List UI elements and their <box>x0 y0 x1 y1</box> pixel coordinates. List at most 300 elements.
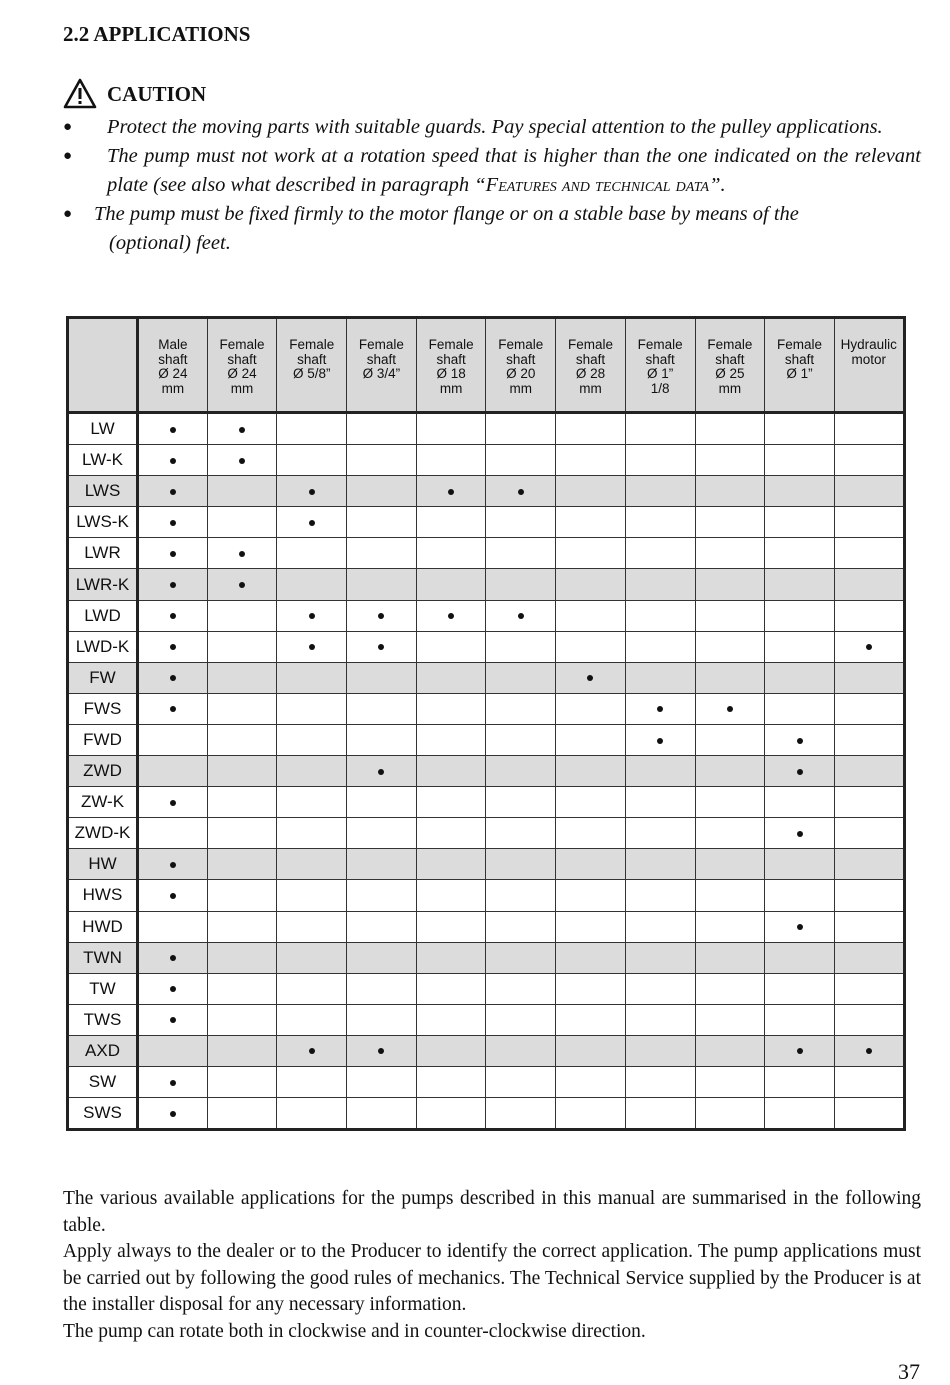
table-cell <box>834 1098 904 1130</box>
table-cell <box>625 476 695 507</box>
table-cell <box>416 942 486 973</box>
table-cell <box>625 911 695 942</box>
table-cell <box>556 1066 626 1097</box>
table-cell <box>416 600 486 631</box>
bullet-mark-icon <box>866 644 872 650</box>
table-cell <box>765 662 835 693</box>
table-cell <box>277 569 347 600</box>
table-cell <box>347 942 417 973</box>
bullet-mark-icon <box>797 1048 803 1054</box>
bullet-mark-icon <box>727 706 733 712</box>
table-cell <box>486 1035 556 1066</box>
table-cell <box>138 507 208 538</box>
bullet-mark-icon <box>378 769 384 775</box>
table-cell <box>625 1066 695 1097</box>
table-cell <box>207 1098 277 1130</box>
table-cell <box>277 476 347 507</box>
table-cell <box>625 569 695 600</box>
column-header-line: mm <box>439 380 463 396</box>
caution-heading <box>63 78 206 110</box>
column-header-line: shaft <box>227 351 257 367</box>
table-row <box>68 569 905 600</box>
summary-text <box>63 1186 921 1346</box>
table-cell <box>695 631 765 662</box>
table-cell <box>207 1035 277 1066</box>
table-cell <box>138 538 208 569</box>
table-cell <box>486 538 556 569</box>
table-cell <box>486 756 556 787</box>
caution-list <box>63 113 921 258</box>
paragraph-reference: Features and technical data <box>485 174 710 196</box>
column-header-line: shaft <box>158 351 188 367</box>
table-row <box>68 631 905 662</box>
table-cell <box>695 1035 765 1066</box>
table-cell <box>207 662 277 693</box>
bullet-mark-icon <box>170 520 176 526</box>
bullet-mark-icon <box>239 458 245 464</box>
table-cell <box>695 538 765 569</box>
table-cell <box>486 600 556 631</box>
table-cell <box>207 507 277 538</box>
table-cell <box>556 911 626 942</box>
table-cell <box>765 787 835 818</box>
table-cell <box>416 1004 486 1035</box>
bullet-mark-icon <box>170 1080 176 1086</box>
table-cell <box>138 911 208 942</box>
bullet-mark-icon <box>170 1017 176 1023</box>
table-cell <box>695 476 765 507</box>
table-cell <box>347 569 417 600</box>
table-cell <box>486 476 556 507</box>
table-cell <box>416 880 486 911</box>
table-cell <box>138 600 208 631</box>
table-cell <box>834 569 904 600</box>
table-cell <box>765 538 835 569</box>
table-cell <box>277 413 347 445</box>
table-cell <box>277 818 347 849</box>
table-cell <box>625 1098 695 1130</box>
table-cell <box>834 724 904 755</box>
table-cell <box>765 476 835 507</box>
bullet-mark-icon <box>587 675 593 681</box>
table-cell <box>556 818 626 849</box>
bullet-mark-icon <box>309 520 315 526</box>
table-cell <box>277 445 347 476</box>
caution-item <box>63 142 921 200</box>
bullet-mark-icon <box>797 738 803 744</box>
section-title: 2.2 APPLICATIONS <box>63 22 251 46</box>
table-cell <box>625 880 695 911</box>
table-row <box>68 1066 905 1097</box>
model-cell: ZWD-K <box>68 818 138 849</box>
table-cell <box>416 1098 486 1130</box>
table-cell <box>695 849 765 880</box>
applications-table <box>66 316 906 1131</box>
column-header <box>695 318 765 413</box>
table-cell <box>347 662 417 693</box>
column-header <box>486 318 556 413</box>
bullet-mark-icon <box>170 489 176 495</box>
table-cell <box>138 724 208 755</box>
table-cell <box>695 880 765 911</box>
table-cell <box>556 538 626 569</box>
table-cell <box>834 1066 904 1097</box>
table-cell <box>138 1004 208 1035</box>
column-header <box>138 318 208 413</box>
table-cell <box>625 818 695 849</box>
table-cell <box>347 973 417 1004</box>
table-cell <box>138 1035 208 1066</box>
table-cell <box>347 1098 417 1130</box>
bullet-mark-icon <box>170 955 176 961</box>
column-header-line: mm <box>579 380 602 396</box>
table-row <box>68 445 905 476</box>
table-cell <box>695 973 765 1004</box>
bullet-mark-icon <box>309 613 315 619</box>
table-cell <box>556 569 626 600</box>
bullet-mark-icon <box>170 551 176 557</box>
table-cell <box>347 631 417 662</box>
table-cell <box>695 693 765 724</box>
table-cell <box>556 1098 626 1130</box>
table-cell <box>695 724 765 755</box>
model-cell: LWR <box>68 538 138 569</box>
table-cell <box>486 1098 556 1130</box>
table-cell <box>207 849 277 880</box>
table-cell <box>207 911 277 942</box>
table-cell <box>416 1035 486 1066</box>
column-header <box>207 318 277 413</box>
table-row <box>68 724 905 755</box>
table-row <box>68 973 905 1004</box>
table-cell <box>486 631 556 662</box>
table-cell <box>486 818 556 849</box>
table-cell <box>556 849 626 880</box>
bullet-icon: ● <box>63 148 73 164</box>
table-cell <box>486 724 556 755</box>
column-header-line: mm <box>161 380 185 396</box>
table-cell <box>486 507 556 538</box>
table-cell <box>556 756 626 787</box>
table-cell <box>416 569 486 600</box>
column-header-line: shaft <box>436 351 466 367</box>
bullet-mark-icon <box>309 644 315 650</box>
table-cell <box>416 756 486 787</box>
table-cell <box>277 1098 347 1130</box>
bullet-mark-icon <box>170 706 176 712</box>
table-cell <box>695 662 765 693</box>
table-cell <box>138 445 208 476</box>
table-cell <box>556 600 626 631</box>
table-cell <box>556 445 626 476</box>
column-header-line: shaft <box>297 351 327 367</box>
column-header-line: Ø 5/8” <box>292 366 331 381</box>
bullet-mark-icon <box>448 489 454 495</box>
table-cell <box>625 787 695 818</box>
table-cell <box>277 756 347 787</box>
model-cell: TWN <box>68 942 138 973</box>
table-cell <box>695 507 765 538</box>
table-row <box>68 1004 905 1035</box>
table-cell <box>486 662 556 693</box>
table-cell <box>347 413 417 445</box>
table-cell <box>207 756 277 787</box>
model-cell: LWS-K <box>68 507 138 538</box>
bullet-mark-icon <box>378 644 384 650</box>
bullet-mark-icon <box>657 706 663 712</box>
table-cell <box>138 631 208 662</box>
bullet-mark-icon <box>170 893 176 899</box>
column-header-line: Female <box>289 337 335 352</box>
table-row <box>68 818 905 849</box>
table-cell <box>625 507 695 538</box>
bullet-mark-icon <box>309 489 315 495</box>
model-cell: LWD <box>68 600 138 631</box>
table-cell <box>765 507 835 538</box>
table-row <box>68 942 905 973</box>
table-cell <box>277 787 347 818</box>
column-header-line: Ø 1” <box>786 366 813 381</box>
bullet-mark-icon <box>239 551 245 557</box>
table-cell <box>207 476 277 507</box>
table-cell <box>486 1066 556 1097</box>
table-cell <box>556 693 626 724</box>
caution-text: The pump must not work at a rotation speed that is higher than the one indicated on the relevant plate (see also what described in paragraph “Features and technical data”. <box>107 145 921 196</box>
table-row <box>68 600 905 631</box>
table-row <box>68 413 905 445</box>
table-cell <box>138 1098 208 1130</box>
table-cell <box>277 849 347 880</box>
bullet-mark-icon <box>518 489 524 495</box>
bullet-mark-icon <box>309 1048 315 1054</box>
table-cell <box>834 631 904 662</box>
table-cell <box>834 849 904 880</box>
table-cell <box>207 631 277 662</box>
table-cell <box>416 693 486 724</box>
table-cell <box>277 1066 347 1097</box>
table-cell <box>625 724 695 755</box>
table-row <box>68 880 905 911</box>
table-cell <box>416 1066 486 1097</box>
column-header-line: Female <box>358 337 404 352</box>
column-header-line: Female <box>428 337 474 352</box>
column-header <box>625 318 695 413</box>
column-header-line: 1/8 <box>650 380 670 396</box>
table-cell <box>486 445 556 476</box>
column-header-line: motor <box>851 351 886 367</box>
table-row <box>68 476 905 507</box>
caution-label: CAUTION <box>107 81 207 106</box>
table-cell <box>277 1004 347 1035</box>
table-cell <box>556 724 626 755</box>
table-cell <box>695 1098 765 1130</box>
table-cell <box>347 818 417 849</box>
column-header-line: Female <box>707 337 753 352</box>
table-cell <box>765 693 835 724</box>
table-cell <box>556 973 626 1004</box>
table-cell <box>834 662 904 693</box>
table-cell <box>138 693 208 724</box>
table-cell <box>765 413 835 445</box>
model-cell: LW <box>68 413 138 445</box>
table-cell <box>556 631 626 662</box>
table-cell <box>207 787 277 818</box>
bullet-mark-icon <box>518 613 524 619</box>
table-cell <box>416 413 486 445</box>
table-cell <box>347 1066 417 1097</box>
column-header-line: Ø 20 <box>506 366 536 381</box>
column-header-line: Female <box>637 337 683 352</box>
table-cell <box>625 445 695 476</box>
table-cell <box>347 1035 417 1066</box>
table-cell <box>277 507 347 538</box>
column-header-line: mm <box>509 380 533 396</box>
table-cell <box>207 973 277 1004</box>
table-cell <box>765 600 835 631</box>
bullet-mark-icon <box>170 644 176 650</box>
table-cell <box>486 880 556 911</box>
column-header <box>416 318 486 413</box>
table-cell <box>834 600 904 631</box>
table-cell <box>277 1035 347 1066</box>
column-header-line: Ø 24 <box>158 366 188 381</box>
table-cell <box>695 818 765 849</box>
column-header-line: shaft <box>575 351 606 367</box>
summary-paragraph: The pump can rotate both in clockwise and in counter-clockwise direction. <box>63 1320 646 1342</box>
table-row <box>68 1098 905 1130</box>
column-header <box>765 318 835 413</box>
table-cell <box>277 942 347 973</box>
table-cell <box>695 787 765 818</box>
table-cell <box>625 1004 695 1035</box>
bullet-mark-icon <box>170 427 176 433</box>
column-header-line: shaft <box>645 351 675 367</box>
column-header-line: shaft <box>715 351 745 367</box>
bullet-mark-icon <box>170 613 176 619</box>
table-cell <box>765 1066 835 1097</box>
table-cell <box>486 413 556 445</box>
table-cell <box>347 756 417 787</box>
column-header-line: Female <box>567 337 613 352</box>
table-cell <box>625 973 695 1004</box>
bullet-mark-icon <box>170 986 176 992</box>
table-cell <box>834 538 904 569</box>
table-cell <box>834 942 904 973</box>
table-header-row <box>68 318 905 413</box>
table-cell <box>138 880 208 911</box>
table-cell <box>486 787 556 818</box>
table-cell <box>486 942 556 973</box>
caution-text: Protect the moving parts with suitable guards. Pay special attention to the pulley applications. <box>107 116 883 138</box>
bullet-mark-icon <box>797 924 803 930</box>
table-cell <box>207 413 277 445</box>
table-cell <box>625 849 695 880</box>
table-cell <box>834 756 904 787</box>
table-cell <box>765 631 835 662</box>
table-cell <box>556 880 626 911</box>
table-cell <box>625 756 695 787</box>
table-cell <box>834 445 904 476</box>
table-cell <box>347 476 417 507</box>
table-cell <box>416 507 486 538</box>
table-cell <box>347 724 417 755</box>
table-cell <box>486 693 556 724</box>
table-cell <box>765 973 835 1004</box>
table-row <box>68 662 905 693</box>
table-cell <box>625 662 695 693</box>
table-cell <box>416 818 486 849</box>
table-cell <box>277 631 347 662</box>
bullet-mark-icon <box>378 1048 384 1054</box>
bullet-mark-icon <box>170 862 176 868</box>
table-cell <box>416 476 486 507</box>
table-cell <box>765 756 835 787</box>
column-header-line: Female <box>777 337 823 352</box>
table-cell <box>625 693 695 724</box>
table-row <box>68 693 905 724</box>
table-cell <box>207 942 277 973</box>
table-cell <box>207 724 277 755</box>
table-cell <box>486 849 556 880</box>
table-cell <box>625 942 695 973</box>
column-header-line: Ø 28 <box>575 366 606 381</box>
table-cell <box>695 600 765 631</box>
table-row <box>68 849 905 880</box>
table-cell <box>207 569 277 600</box>
column-header-line: shaft <box>366 351 397 367</box>
column-header <box>347 318 417 413</box>
column-header <box>834 318 904 413</box>
column-header-line: Female <box>219 337 265 352</box>
model-cell: FWD <box>68 724 138 755</box>
table-cell <box>765 911 835 942</box>
bullet-mark-icon <box>797 831 803 837</box>
model-cell: ZWD <box>68 756 138 787</box>
table-cell <box>207 1066 277 1097</box>
table-cell <box>138 942 208 973</box>
table-cell <box>207 1004 277 1035</box>
table-cell <box>834 787 904 818</box>
table-cell <box>765 818 835 849</box>
table-cell <box>138 662 208 693</box>
table-cell <box>556 476 626 507</box>
column-header-line: Ø 1” <box>647 366 674 381</box>
caution-item <box>63 200 921 258</box>
table-cell <box>347 693 417 724</box>
table-cell <box>834 1035 904 1066</box>
table-cell <box>207 600 277 631</box>
table-cell <box>695 413 765 445</box>
table-cell <box>138 1066 208 1097</box>
table-cell <box>556 1004 626 1035</box>
table-cell <box>416 724 486 755</box>
table-cell <box>625 631 695 662</box>
model-cell: LWD-K <box>68 631 138 662</box>
table-cell <box>765 1035 835 1066</box>
bullet-mark-icon <box>239 582 245 588</box>
table-cell <box>556 1035 626 1066</box>
model-cell: HW <box>68 849 138 880</box>
bullet-mark-icon <box>170 675 176 681</box>
table-cell <box>556 787 626 818</box>
bullet-mark-icon <box>170 582 176 588</box>
warning-triangle-icon <box>63 78 97 110</box>
table-cell <box>834 693 904 724</box>
table-cell <box>834 973 904 1004</box>
table-row <box>68 538 905 569</box>
table-cell <box>277 600 347 631</box>
table-cell <box>834 818 904 849</box>
